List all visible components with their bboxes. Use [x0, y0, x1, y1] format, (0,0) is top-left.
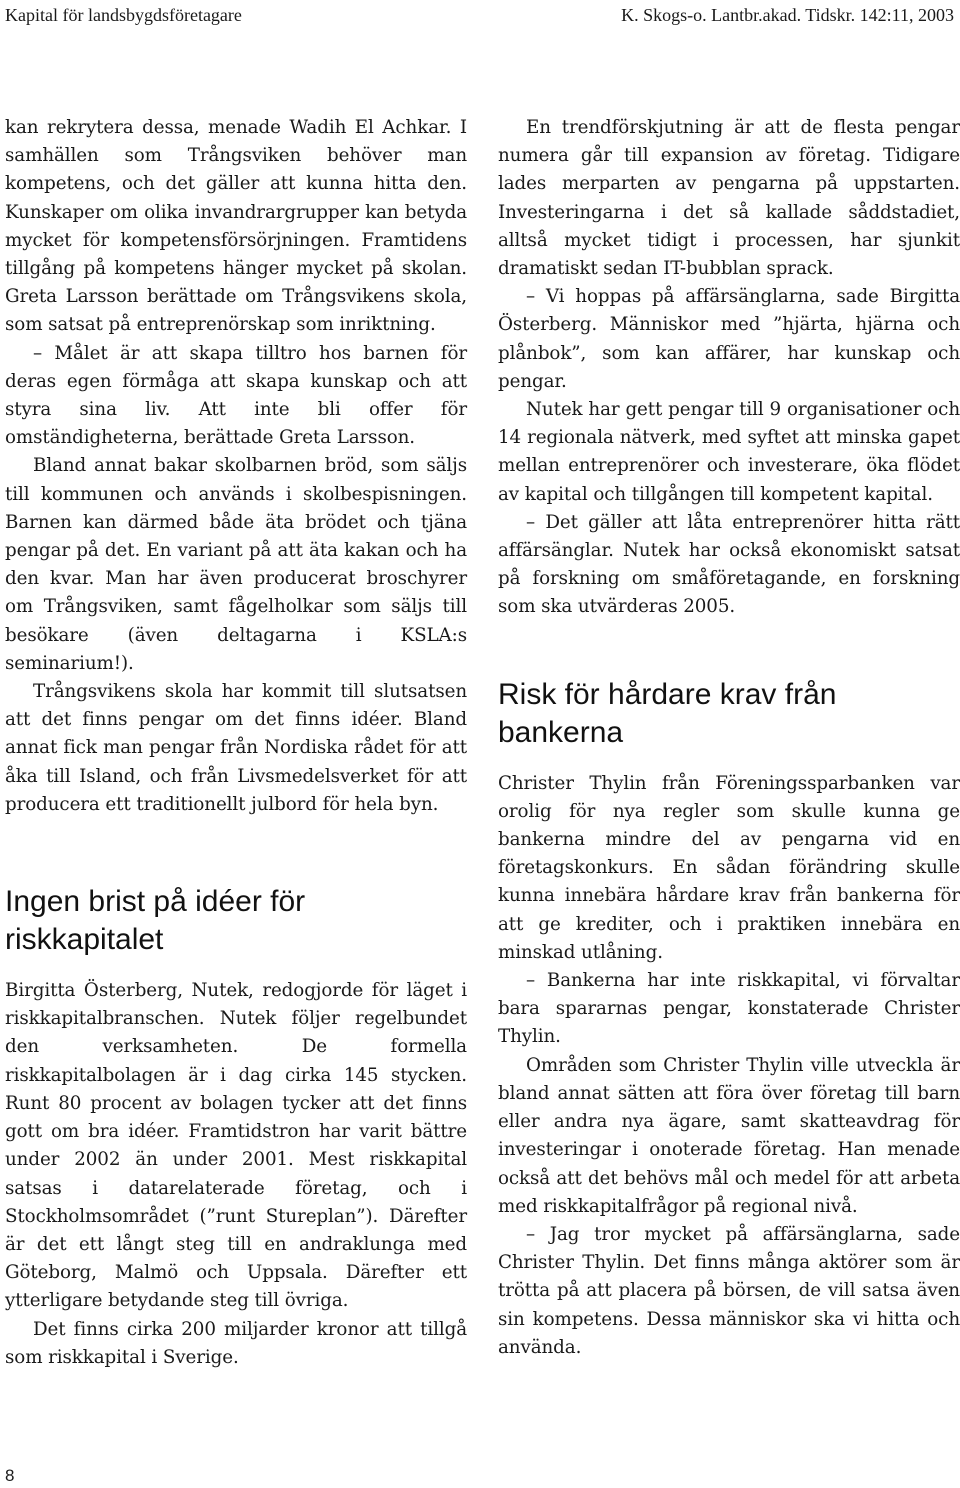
- paragraph: Christer Thylin från Föreningssparbanken var orolig för nya regler som skulle kunna ge bankerna mindre del av pengarna vid en företagskonkurs. En sådan förändring skulle kunna innebära hårdare krav från bankerna för att ge krediter, och i praktiken innebära en minskad utlåning.: [498, 772, 960, 963]
- right-column: [498, 114, 960, 1362]
- paragraph: – Bankerna har inte riskkapital, vi förvaltar bara spararnas pengar, konstaterade Christer Thylin.: [498, 970, 960, 1048]
- paragraph: En trendförskjutning är att de flesta pengar numera går till expansion av företag. Tidigare lades merparten av pengarna på uppstarten. Investeringarna i det så kallade såddstadiet, alltså mycket tidigt i processen, har sjunkit dramatiskt sedan IT-bubblan sprack.: [498, 117, 960, 280]
- page-number: 8: [5, 1466, 15, 1485]
- paragraph: – Det gäller att låta entreprenörer hitta rätt affärsänglar. Nutek har också ekonomiskt satsat på forskning om småföretagande, en forskning som ska utvärderas 2005.: [498, 511, 960, 618]
- paragraph: kan rekrytera dessa, menade Wadih El Achkar. I samhällen som Trångsviken behöver man kompetens, och det gäller att kunna hitta den. Kunskaper om olika invandrargrupper kan betyda mycket för kompetensförsörjningen. Framtidens tillgång på kompetens hänger mycket på skolan. Greta Larsson berättade om Trångsvikens skola, som satsat på entreprenörskap som inriktning.: [5, 117, 467, 336]
- paragraph: – Målet är att skapa tilltro hos barnen för deras egen förmåga att skapa kunskap och att styra sina liv. Att inte bli offer för omständigheterna, berättade Greta Larsson.: [5, 342, 467, 449]
- header-journal-citation: K. Skogs-o. Lantbr.akad. Tidskr. 142:11, 2003: [621, 4, 954, 25]
- paragraph: – Vi hoppas på affärsänglarna, sade Birgitta Österberg. Människor med ”hjärta, hjärna och plånbok”, som kan affärer, har kunskap och pengar.: [498, 286, 960, 392]
- section-heading: Risk för hårdare krav från bankerna: [498, 677, 837, 749]
- paragraph: Nutek har gett pengar till 9 organisationer och 14 regionala nätverk, med syftet att minska gapet mellan entreprenörer och investerare, öka flödet av kapital och tillgången till kompetent kapital.: [498, 399, 960, 505]
- paragraph: Trångsvikens skola har kommit till slutsatsen att det finns pengar om det finns idéer. Bland annat fick man pengar från Nordiska rådet för att åka till Island, och från Livsmedelsverket för att producera ett traditionellt julbord för hela byn.: [5, 681, 467, 815]
- paragraph: Det finns cirka 200 miljarder kronor att tillgå som riskkapital i Sverige.: [5, 1318, 467, 1368]
- paragraph: Birgitta Österberg, Nutek, redogjorde för läget i riskkapitalbranschen. Nutek följer regelbundet den verksamheten. De formella riskkapitalbolagen är i dag cirka 145 stycken. Runt 80 procent av bolagen tycker att det finns gott om bra idéer. Framtidstron har varit bättre under 2002 än under 2001. Mest riskkapital satsas i datarelaterade företag, och i Stockholmsområdet (”runt Stureplan”). Därefter är det ett långt steg till en andraklunga med Göteborg, Malmö och Uppsala. Därefter ett ytterligare betydande steg till övriga.: [5, 980, 467, 1312]
- section-heading: Ingen brist på idéer för riskkapitalet: [5, 885, 306, 957]
- header-title: Kapital för landsbygdsföretagare: [5, 4, 242, 25]
- paragraph: Områden som Christer Thylin ville utveckla är bland annat sätten att föra över företag till barn eller andra nya ägare, samt skatteavdrag för investeringar i onoterade företag. Han menade också att det behövs mål och medel för att arbeta med riskkapitalfrågor på regional nivå.: [498, 1054, 960, 1217]
- paragraph: – Jag tror mycket på affärsänglarna, sade Christer Thylin. Det finns många aktörer som är trötta på att placera på börsen, de vill satsa även sin kompetens. Dessa människor ska vi hitta och använda.: [498, 1223, 960, 1358]
- running-header: [5, 4, 954, 26]
- paragraph: Bland annat bakar skolbarnen bröd, som säljs till kommunen och används i skolbespisningen. Barnen kan därmed både äta brödet och tjäna pengar på det. En variant på att äta kakan och ha den kvar. Man har även producerat broschyrer om Trångsviken, samt fågelholkar som säljs till besökare (även deltagarna i KSLA:s seminarium!).: [5, 455, 467, 674]
- left-column: [5, 114, 467, 1372]
